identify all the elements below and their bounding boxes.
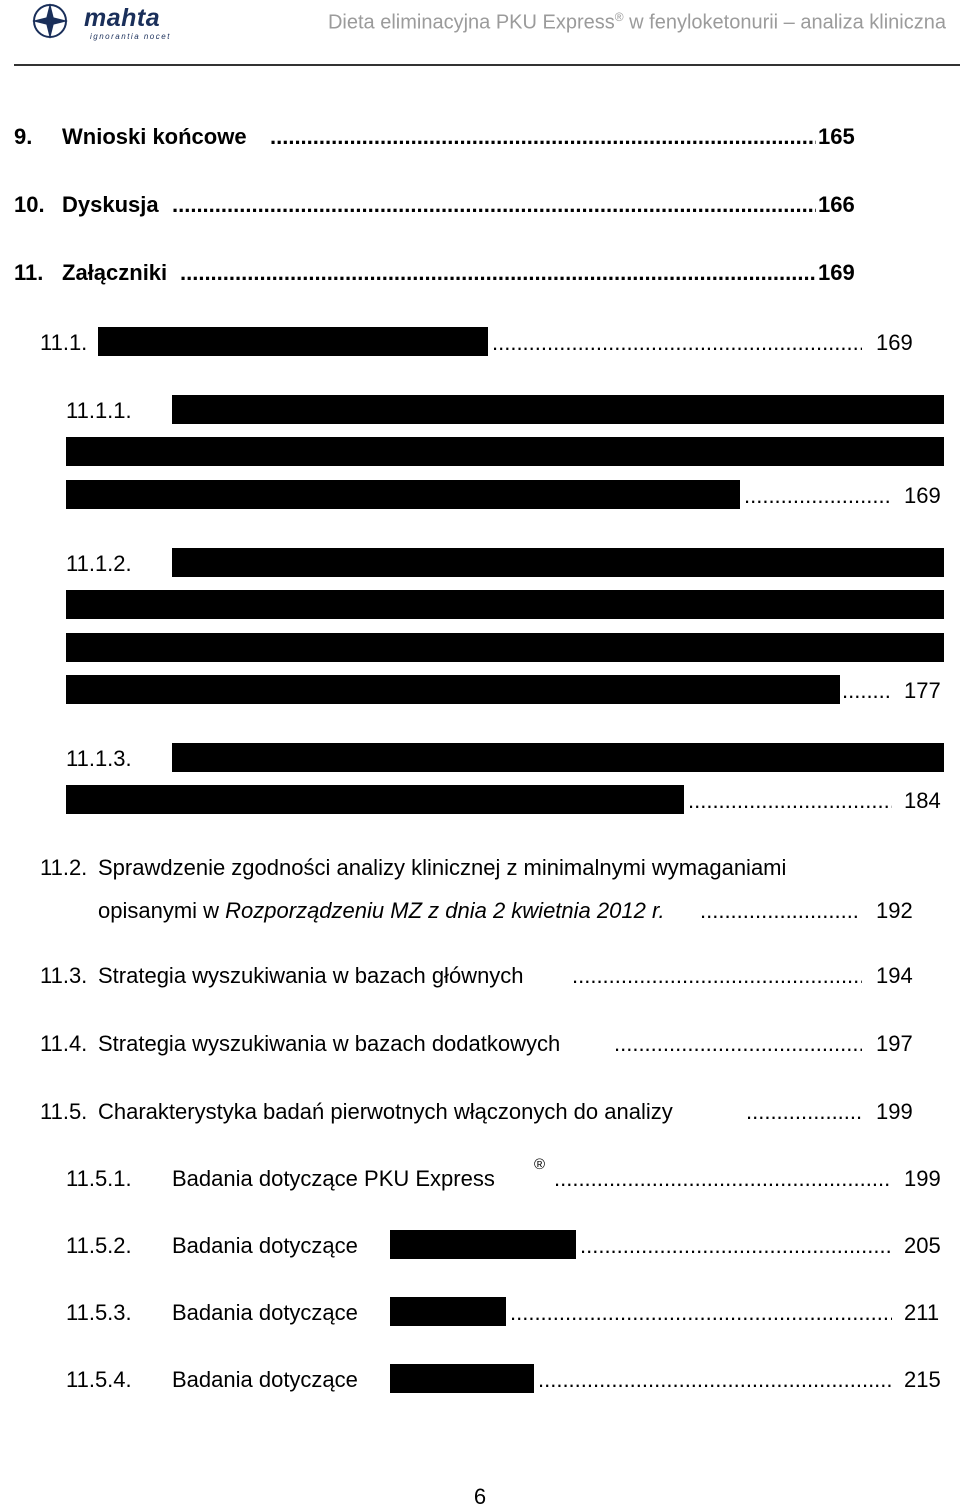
toc-leader <box>688 788 892 814</box>
toc-page: 166 <box>818 192 855 217</box>
redaction-bar <box>390 1297 506 1326</box>
toc-number: 11.1.1. <box>66 398 132 423</box>
logo-tagline: ignorantia nocet <box>90 32 171 41</box>
toc-leader <box>270 124 816 150</box>
toc-page: 165 <box>818 124 855 149</box>
redaction-bar <box>98 327 488 356</box>
toc-page: 215 <box>904 1367 941 1392</box>
redaction-bar <box>66 633 944 662</box>
toc-leader <box>614 1031 862 1057</box>
toc-title: Strategia wyszukiwania w bazach głównych <box>98 963 524 988</box>
toc-number: 11.5. <box>40 1099 88 1124</box>
toc-page: 177 <box>904 678 941 703</box>
toc-title: Badania dotyczące <box>172 1300 358 1325</box>
toc-title: Wnioski końcowe <box>62 124 247 149</box>
toc-title: Załączniki <box>62 260 168 285</box>
toc-number: 11. <box>14 260 44 285</box>
toc-leader <box>744 483 890 509</box>
redaction-bar <box>390 1230 576 1259</box>
toc-page: 199 <box>876 1099 913 1124</box>
toc-leader <box>580 1233 892 1259</box>
toc-number: 11.4. <box>40 1031 88 1056</box>
toc-page: 169 <box>876 330 913 355</box>
redaction-bar <box>66 590 944 619</box>
toc-page: 169 <box>904 483 941 508</box>
toc-leader <box>842 678 892 704</box>
toc-page: 184 <box>904 788 941 813</box>
registered-mark: ® <box>534 1156 546 1173</box>
page-number: 6 <box>473 1484 487 1509</box>
toc-title: Badania dotyczące <box>172 1233 358 1258</box>
redaction-bar <box>172 395 944 424</box>
toc-leader <box>180 260 816 286</box>
toc-number: 11.1.2. <box>66 551 132 576</box>
toc-leader <box>746 1099 862 1125</box>
document-title: Dieta eliminacyjna PKU Express® w fenyloketonurii – analiza kliniczna <box>327 10 946 34</box>
toc-leader <box>700 898 860 924</box>
redaction-bar <box>66 480 740 509</box>
toc-title: Strategia wyszukiwania w bazach dodatkowych <box>98 1031 561 1056</box>
toc-number: 10. <box>14 192 45 217</box>
toc-title: Badania dotyczące PKU Express <box>172 1166 495 1191</box>
toc-title: Badania dotyczące <box>172 1367 358 1392</box>
toc-page: 194 <box>876 963 913 988</box>
redaction-bar <box>390 1364 534 1393</box>
toc-number: 11.5.3. <box>66 1300 132 1325</box>
toc-number: 11.1.3. <box>66 746 132 771</box>
redaction-bar <box>172 743 944 772</box>
toc-page: 205 <box>904 1233 941 1258</box>
redaction-bar <box>66 437 944 466</box>
toc-title-line2: opisanymi w Rozporządzeniu MZ z dnia 2 kwietnia 2012 r. <box>98 898 665 923</box>
toc-leader <box>510 1300 892 1326</box>
toc-page: 199 <box>904 1166 941 1191</box>
toc-number: 11.5.1. <box>66 1166 132 1191</box>
toc-leader <box>492 330 862 356</box>
toc-number: 11.5.4. <box>66 1367 132 1392</box>
toc-title-line1: Sprawdzenie zgodności analizy klinicznej z minimalnymi wymaganiami <box>98 855 787 880</box>
redaction-bar <box>66 675 840 704</box>
toc-title: Dyskusja <box>62 192 159 217</box>
toc-page: 211 <box>904 1300 940 1325</box>
toc-leader <box>538 1367 892 1393</box>
toc-page: 197 <box>876 1031 913 1056</box>
logo-wordmark: mahta <box>84 4 161 32</box>
redaction-bar <box>66 785 684 814</box>
toc-title: Charakterystyka badań pierwotnych włączonych do analizy <box>98 1099 673 1124</box>
toc-page: 169 <box>818 260 855 285</box>
toc-leader <box>572 963 862 989</box>
toc-number: 11.1. <box>40 330 88 355</box>
toc-leader <box>172 192 816 218</box>
toc-leader <box>554 1166 890 1192</box>
toc-number: 11.5.2. <box>66 1233 132 1258</box>
toc-number: 11.3. <box>40 963 88 988</box>
toc-page: 192 <box>876 898 913 923</box>
toc-number: 11.2. <box>40 855 88 880</box>
toc-number: 9. <box>14 124 33 149</box>
redaction-bar <box>172 548 944 577</box>
